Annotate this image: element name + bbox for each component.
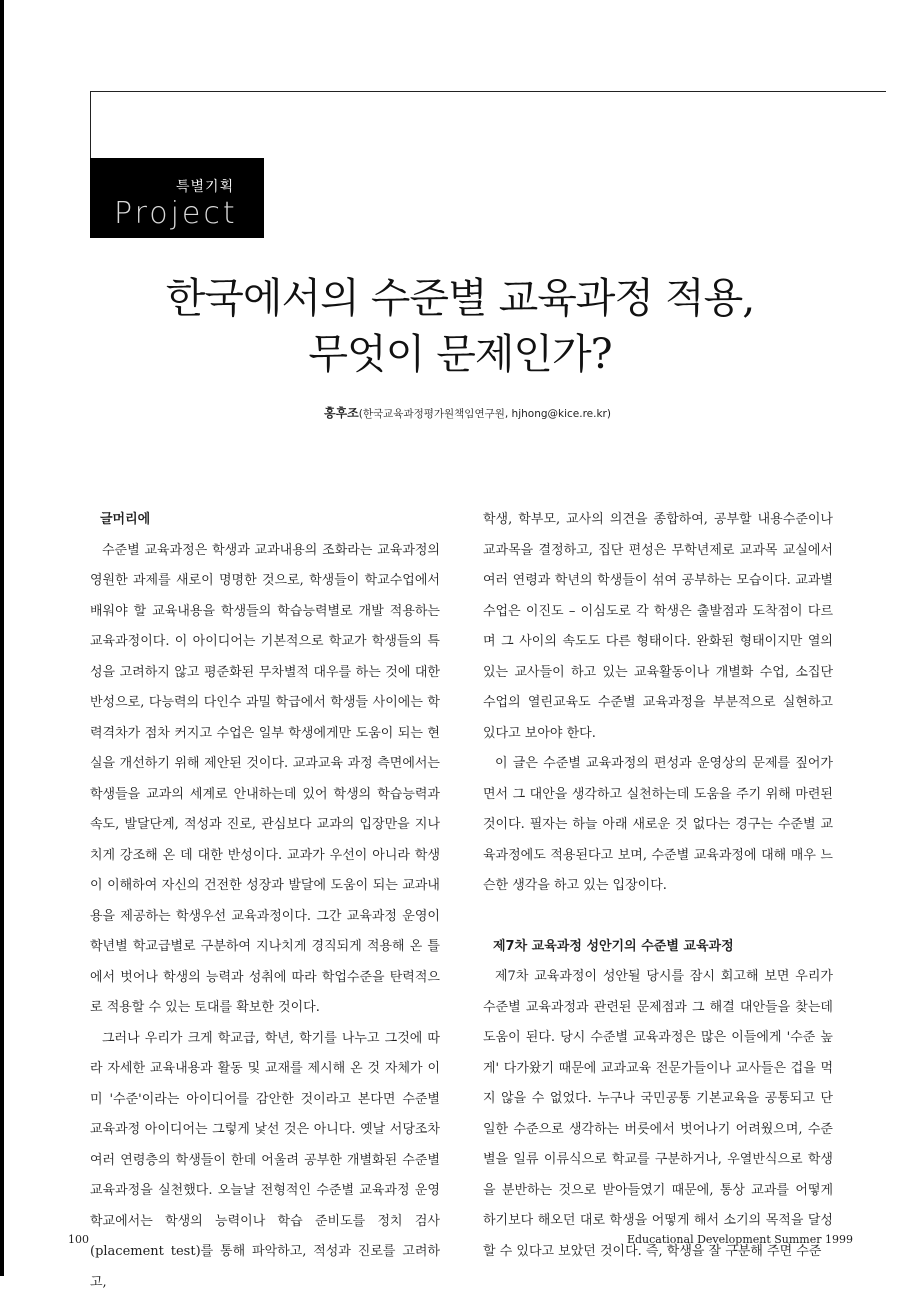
section-heading-intro: 글머리에 bbox=[90, 505, 440, 536]
author-affiliation: (한국교육과정평가원책임연구원, hjhong@kice.re.kr) bbox=[359, 408, 611, 420]
paragraph: 그러나 우리가 크게 학교급, 학년, 학기를 나누고 그것에 따라 자세한 교육내용과 활동 및 교재를 제시해 온 것 자체가 이미 '수준'이라는 아이디어를 감안한 것이라고 본다면 수준별 교육과정 아이디어는 그렇게 낯선 것은 아니다. 옛날 서당조차 여러 연령층의 학생들이 한데 어울려 공부한 개별화된 수준별 교육과정을 실천했다. 오늘날 전형적인 수준별 교육과정 운영 학교에서는 학생의 능력이나 학습 준비도를 정치 검사(placement test)를 통해 파악하고, 적성과 진로를 고려하고, bbox=[90, 1024, 440, 1298]
article-title bbox=[90, 270, 830, 382]
section-gap bbox=[483, 902, 833, 932]
author-name: 홍후조 bbox=[324, 406, 359, 420]
section-kicker: 특별기획 bbox=[176, 176, 234, 196]
body-column-left bbox=[90, 505, 440, 1298]
title-line-1: 한국에서의 수준별 교육과정 적용, bbox=[90, 270, 830, 326]
body-column-right bbox=[483, 505, 833, 1267]
paragraph: 제7차 교육과정이 성안될 당시를 잠시 회고해 보면 우리가 수준별 교육과정과 관련된 문제점과 그 해결 대안들을 찾는데 도움이 된다. 당시 수준별 교육과정은 많은 이들에게 '수준 높게' 다가왔기 때문에 교과교육 전문가들이나 교사들은 겁을 먹지 않을 수 없었다. 누구나 국민공통 기본교육을 공통되고 단일한 수준으로 생각하는 버릇에서 벗어나기 어려웠으며, 수준별을 일류 이류식으로 학교를 구분하거나, 우열반식으로 학생을 분반하는 것으로 받아들였기 때문에, 통상 교과를 어떻게 하기보다 해오던 대로 학생을 어떻게 해서 소기의 목적을 달성할 수 있다고 보았던 것이다. 즉, 학생을 잘 구분해 주면 수준 bbox=[483, 962, 833, 1267]
paragraph: 학생, 학부모, 교사의 의견을 종합하여, 공부할 내용수준이나 교과목을 결정하고, 집단 편성은 무학년제로 교과목 교실에서 여러 연령과 학년의 학생들이 섞여 공부하는 모습이다. 교과별 수업은 이진도 – 이심도로 각 학생은 출발점과 도착점이 다르며 그 사이의 속도도 다른 형태이다. 완화된 형태이지만 열의 있는 교사들이 하고 있는 교육활동이나 개별화 수업, 소집단 수업의 열린교육도 수준별 교육과정을 부분적으로 실현하고 있다고 보아야 한다. bbox=[483, 505, 833, 749]
journal-name: Educational Development Summer 1999 bbox=[627, 1233, 853, 1246]
page-number: 100 bbox=[68, 1233, 89, 1246]
header-rule bbox=[90, 91, 886, 92]
paragraph: 이 글은 수준별 교육과정의 편성과 운영상의 문제를 짚어가면서 그 대안을 생각하고 실천하는데 도움을 주기 위해 마련된 것이다. 필자는 하늘 아래 새로운 것 없다는 경구는 수준별 교육과정에도 적용된다고 보며, 수준별 교육과정에 대해 매우 느슨한 생각을 하고 있는 입장이다. bbox=[483, 749, 833, 902]
byline bbox=[100, 404, 835, 421]
section-heading-7th-curriculum: 제7차 교육과정 성안기의 수준별 교육과정 bbox=[483, 932, 833, 963]
section-label: Project bbox=[114, 196, 238, 231]
title-line-2: 무엇이 문제인가? bbox=[90, 326, 830, 382]
section-label-box bbox=[90, 158, 264, 238]
page-edge-shadow bbox=[0, 0, 4, 1276]
paragraph: 수준별 교육과정은 학생과 교과내용의 조화라는 교육과정의 영원한 과제를 새로이 명명한 것으로, 학생들이 학교수업에서 배워야 할 교육내용을 학생들의 학습능력별로 개발 적용하는 교육과정이다. 이 아이디어는 기본적으로 학교가 학생들의 특성을 고려하지 않고 평준화된 무차별적 대우를 하는 것에 대한 반성으로, 다능력의 다인수 과밀 학급에서 학생들 사이에는 학력격차가 점차 커지고 수업은 일부 학생에게만 도움이 되는 현실을 개선하기 위해 제안된 것이다. 교과교육 과정 측면에서는 학생들을 교과의 세계로 안내하는데 있어 학생의 학습능력과 속도, 발달단계, 적성과 진로, 관심보다 교과의 입장만을 지나치게 강조해 온 데 대한 반성이다. 교과가 우선이 아니라 학생이 이해하여 자신의 건전한 성장과 발달에 도움이 되는 교과내용을 제공하는 학생우선 교육과정이다. 그간 교육과정 운영이 학년별 학교급별로 구분하여 지나치게 경직되게 적용해 온 틀에서 벗어나 학생의 능력과 성취에 따라 학업수준을 탄력적으로 적용할 수 있는 토대를 확보한 것이다. bbox=[90, 536, 440, 1024]
